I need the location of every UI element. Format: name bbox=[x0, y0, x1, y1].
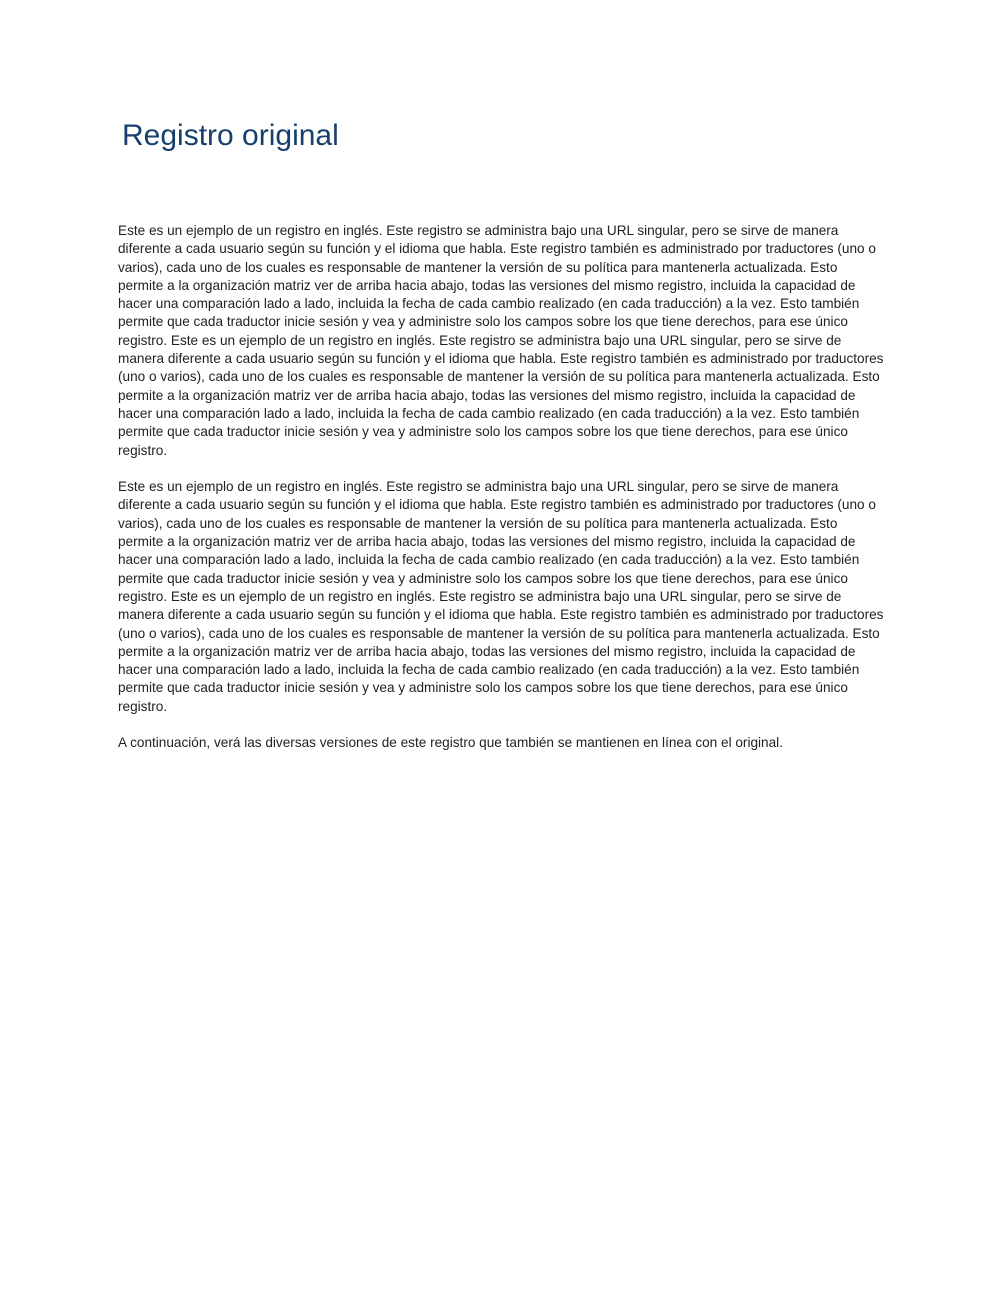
document-body bbox=[118, 222, 884, 771]
document-title: Registro original bbox=[122, 119, 339, 152]
body-paragraph: Este es un ejemplo de un registro en inglés. Este registro se administra bajo una URL singular, pero se sirve de manera diferente a cada usuario según su función y el idioma que habla. Este registro también es administrado por traductores (uno o varios), cada uno de los cuales es responsable de mantener la versión de su política para mantenerla actualizada. Esto permite a la organización matriz ver de arriba hacia abajo, todas las versiones del mismo registro, incluida la capacidad de hacer una comparación lado a lado, incluida la fecha de cada cambio realizado (en cada traducción) a la vez. Esto también permite que cada traductor inicie sesión y vea y administre solo los campos sobre los que tiene derechos, para ese único registro. Este es un ejemplo de un registro en inglés. Este registro se administra bajo una URL singular, pero se sirve de manera diferente a cada usuario según su función y el idioma que habla. Este registro también es administrado por traductores (uno o varios), cada uno de los cuales es responsable de mantener la versión de su política para mantenerla actualizada. Esto permite a la organización matriz ver de arriba hacia abajo, todas las versiones del mismo registro, incluida la capacidad de hacer una comparación lado a lado, incluida la fecha de cada cambio realizado (en cada traducción) a la vez. Esto también permite que cada traductor inicie sesión y vea y administre solo los campos sobre los que tiene derechos, para ese único registro. bbox=[118, 223, 884, 458]
body-paragraph: A continuación, verá las diversas versiones de este registro que también se mantienen en línea con el original. bbox=[118, 735, 783, 751]
body-paragraph: Este es un ejemplo de un registro en inglés. Este registro se administra bajo una URL singular, pero se sirve de manera diferente a cada usuario según su función y el idioma que habla. Este registro también es administrado por traductores (uno o varios), cada uno de los cuales es responsable de mantener la versión de su política para mantenerla actualizada. Esto permite a la organización matriz ver de arriba hacia abajo, todas las versiones del mismo registro, incluida la capacidad de hacer una comparación lado a lado, incluida la fecha de cada cambio realizado (en cada traducción) a la vez. Esto también permite que cada traductor inicie sesión y vea y administre solo los campos sobre los que tiene derechos, para ese único registro. Este es un ejemplo de un registro en inglés. Este registro se administra bajo una URL singular, pero se sirve de manera diferente a cada usuario según su función y el idioma que habla. Este registro también es administrado por traductores (uno o varios), cada uno de los cuales es responsable de mantener la versión de su política para mantenerla actualizada. Esto permite a la organización matriz ver de arriba hacia abajo, todas las versiones del mismo registro, incluida la capacidad de hacer una comparación lado a lado, incluida la fecha de cada cambio realizado (en cada traducción) a la vez. Esto también permite que cada traductor inicie sesión y vea y administre solo los campos sobre los que tiene derechos, para ese único registro. bbox=[118, 479, 884, 714]
